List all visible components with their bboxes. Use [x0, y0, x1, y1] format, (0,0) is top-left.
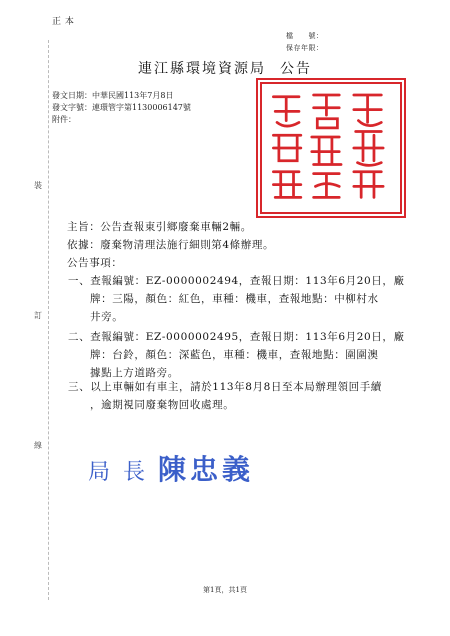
document-type: 公告 — [280, 61, 312, 77]
item-line: 二、查報編號：EZ-0000002495，查報日期：113年6月20日，廠 — [68, 331, 405, 343]
subject-line: 主旨：公告查報東引鄉廢棄車輛2輛。 — [67, 221, 252, 233]
agency-name: 連江縣環境資源局 — [138, 61, 266, 77]
signature-title: 局 長 — [88, 460, 148, 485]
item-line: 三、以上車輛如有車主，請於113年8月8日至本局辦理領回手續 — [68, 381, 382, 393]
item-line: 據點上方道路旁。 — [90, 367, 179, 379]
issue-date: 發文日期：中華民國113年7月8日 — [52, 91, 174, 100]
director-signature — [88, 448, 254, 488]
signature-name: 陳忠義 — [158, 453, 255, 486]
retention-label: 保存年限： — [286, 44, 324, 52]
issue-number: 發文字號：連環管字第1130006147號 — [52, 103, 191, 112]
binding-mark-bottom: 線 — [34, 441, 42, 450]
official-seal — [256, 78, 406, 218]
item-line: 一、查報編號：EZ-0000002494，查報日期：113年6月20日，廠 — [68, 275, 405, 287]
copy-mark: 正 本 — [52, 17, 75, 27]
items-header: 公告事項： — [67, 257, 123, 269]
list-item — [68, 272, 418, 326]
binding-line — [48, 40, 49, 600]
file-number-label: 檔 號： — [286, 32, 324, 40]
item-line: 井旁。 — [90, 311, 124, 323]
page-number: 第1頁，共1頁 — [203, 586, 247, 594]
list-item — [68, 328, 418, 382]
binding-mark-middle: 訂 — [34, 311, 42, 320]
basis-line: 依據：廢棄物清理法施行細則第4條辦理。 — [67, 239, 275, 251]
page-title — [0, 58, 450, 78]
attachments-label: 附件： — [52, 115, 76, 124]
binding-mark-top: 裝 — [34, 181, 42, 190]
list-item — [68, 378, 428, 414]
item-line: 牌：三陽，顏色：紅色，車種：機車，查報地點：中柳村水 — [90, 293, 379, 305]
item-line: 牌：台鈴，顏色：深藍色，車種：機車，查報地點：圍圍澳 — [90, 349, 379, 361]
item-line: ，逾期視同廢棄物回收處理。 — [90, 399, 235, 411]
